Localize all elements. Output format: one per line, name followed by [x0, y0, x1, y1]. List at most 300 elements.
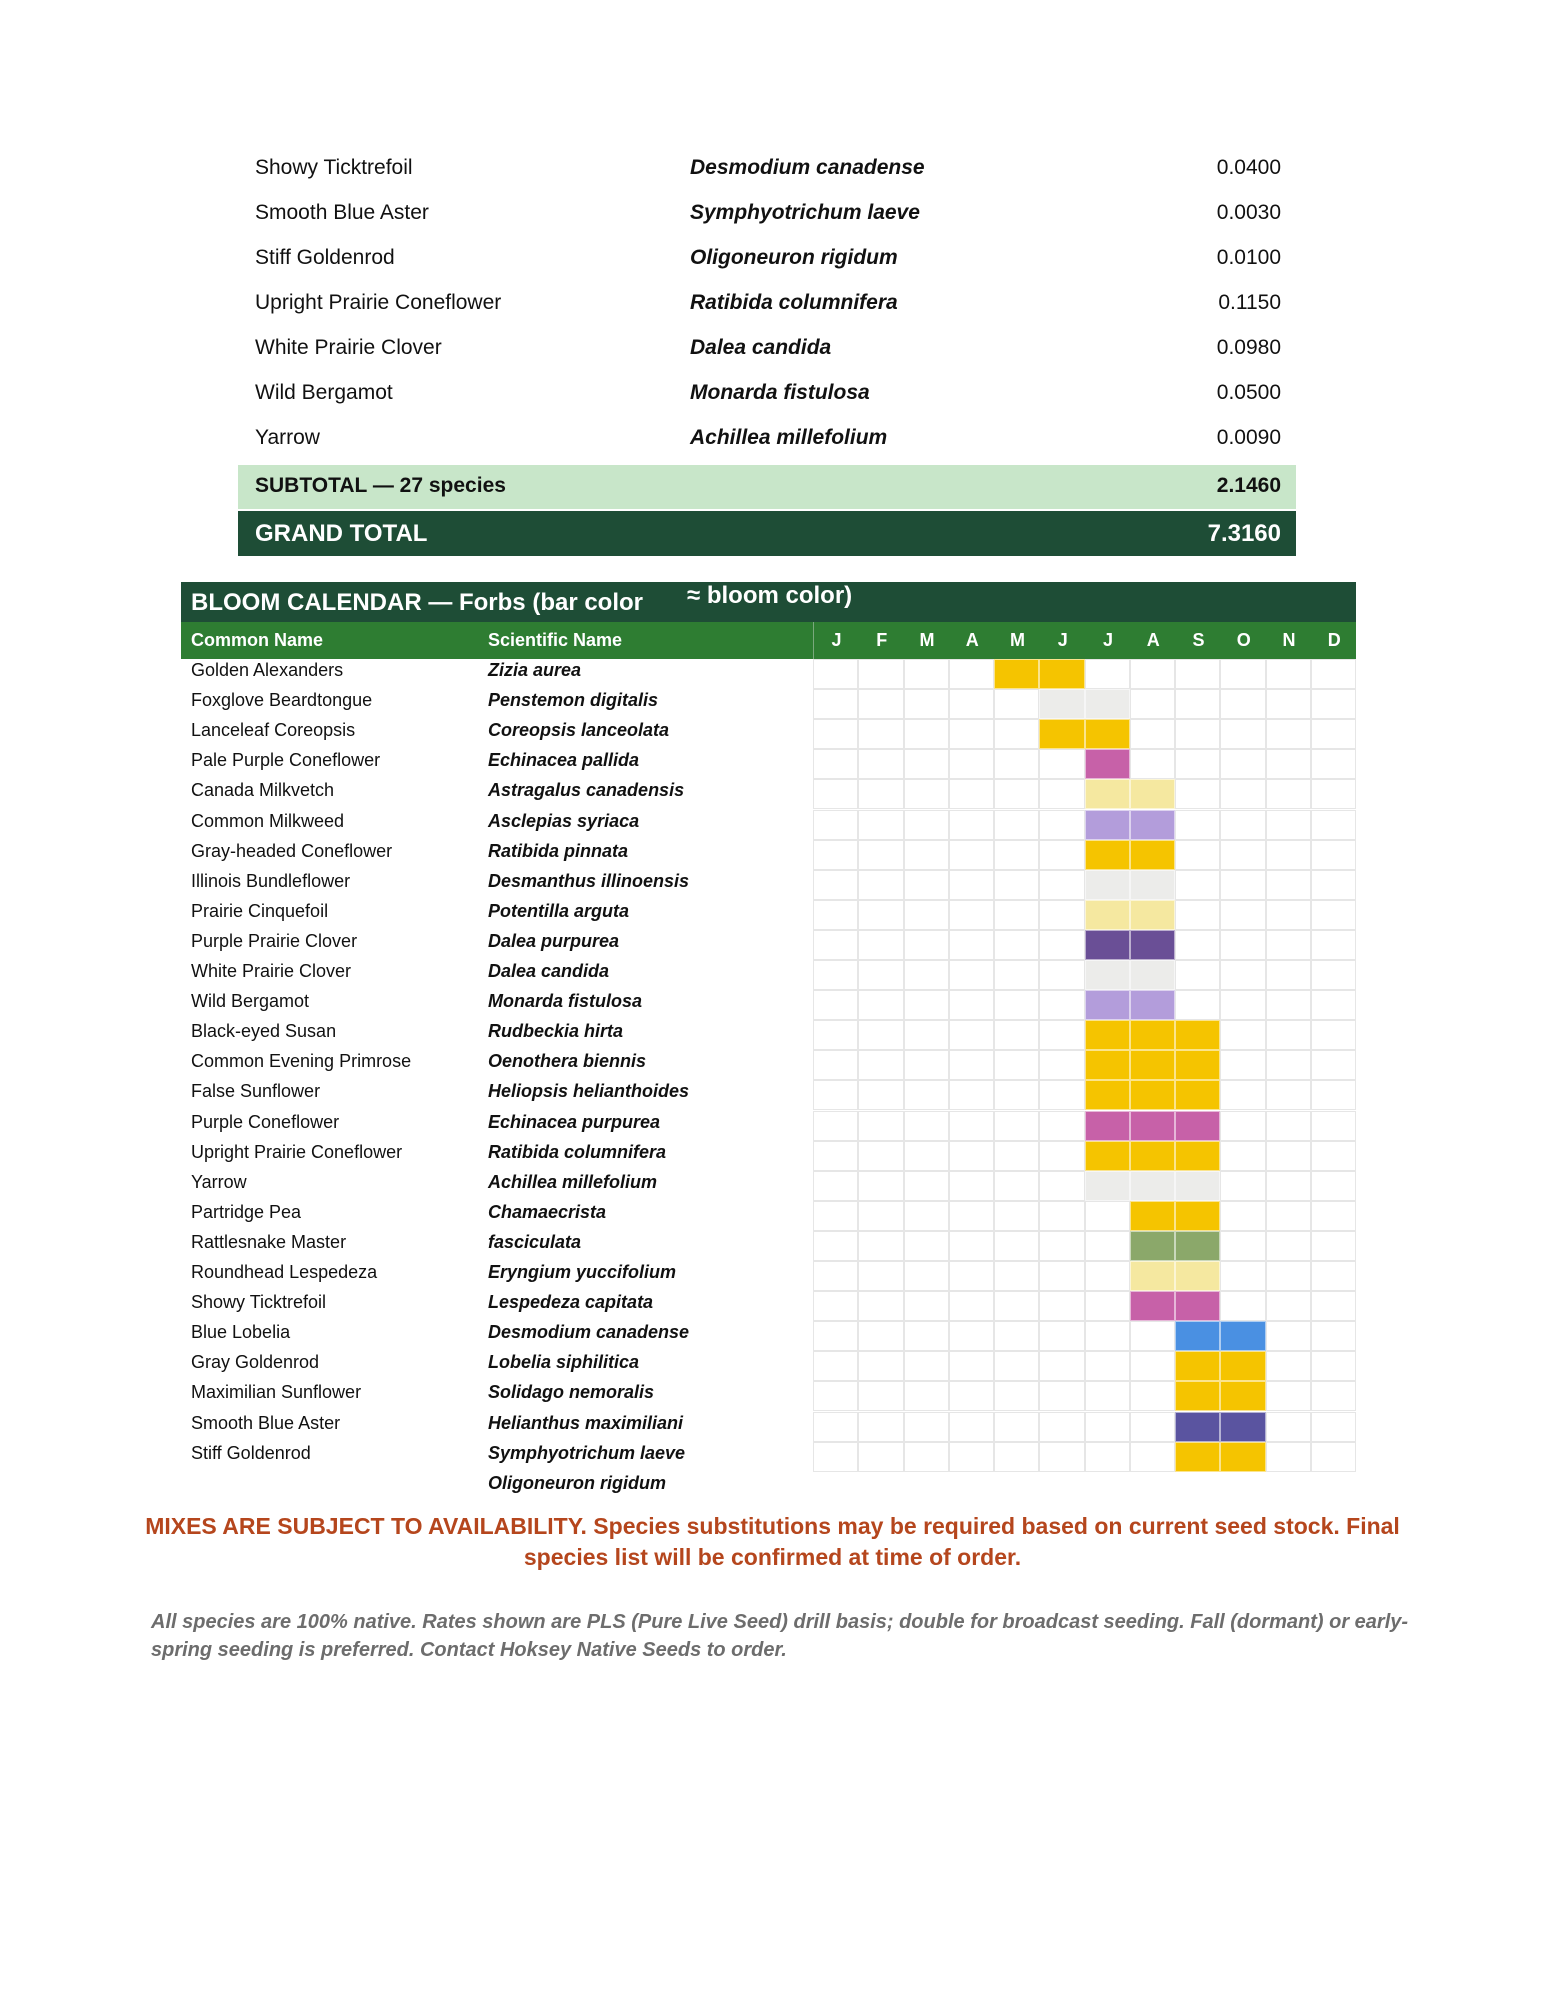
grid-cell — [904, 779, 949, 809]
grid-cell — [949, 659, 994, 689]
grid-cell — [1085, 1321, 1130, 1351]
grid-cell — [994, 900, 1039, 930]
grid-cell — [949, 1141, 994, 1171]
bloom-common-name: White Prairie Clover — [191, 961, 352, 981]
bloom-common-name: Black-eyed Susan — [191, 1021, 337, 1042]
grid-cell — [1311, 1080, 1356, 1110]
grid-cell — [994, 870, 1039, 900]
grid-cell — [904, 1171, 949, 1201]
bloom-bar-cell — [1085, 749, 1130, 779]
grid-cell — [1220, 810, 1265, 840]
month-label: F — [876, 630, 888, 650]
grid-cell — [949, 960, 994, 990]
grid-cell — [858, 1080, 903, 1110]
grid-cell — [949, 990, 994, 1020]
bloom-bar-cell — [1220, 1321, 1265, 1351]
bloom-common-name: Prairie Cinquefoil — [191, 900, 329, 921]
grid-cell — [813, 870, 858, 900]
bloom-common-name: Blue Lobelia — [191, 1322, 291, 1343]
bloom-bar-cell — [1085, 930, 1130, 960]
bloom-common-name: Common Milkweed — [191, 810, 345, 831]
rate-row — [238, 237, 1296, 282]
bloom-scientific-name: Achillea millefolium — [488, 1171, 658, 1192]
bloom-scientific-name: Oligoneuron rigidum — [488, 1472, 666, 1493]
species-rate-table — [238, 147, 1296, 462]
grid-cell — [949, 930, 994, 960]
grand-total-label: GRAND TOTAL — [255, 520, 428, 547]
bloom-bar-cell — [1175, 1351, 1220, 1381]
grid-cell — [813, 1381, 858, 1411]
grid-cell — [858, 1231, 903, 1261]
grid-cell — [949, 689, 994, 719]
grid-cell — [904, 749, 949, 779]
grid-cell — [1220, 840, 1265, 870]
grid-cell — [813, 990, 858, 1020]
grid-cell — [1311, 1442, 1356, 1472]
bloom-common-name: Canada Milkvetch — [191, 780, 335, 801]
bloom-common-name: Purple Coneflower — [191, 1111, 340, 1132]
bloom-scientific-name: Dalea candida — [488, 961, 610, 981]
month-label: J — [831, 630, 842, 650]
grid-cell — [858, 719, 903, 749]
bloom-common-name: Yarrow — [191, 1171, 247, 1192]
bloom-bar-cell — [1085, 1171, 1130, 1201]
bloom-common-name: Lanceleaf Coreopsis — [191, 720, 356, 741]
grid-cell — [1220, 749, 1265, 779]
grid-cell — [1175, 689, 1220, 719]
grid-cell — [904, 1050, 949, 1080]
scientific-name-cell: Ratibida columnifera — [690, 291, 898, 314]
bloom-common-name: Pale Purple Coneflower — [191, 750, 381, 771]
grid-cell — [1039, 749, 1084, 779]
rate-row — [238, 417, 1296, 462]
grid-cell — [1266, 1080, 1311, 1110]
bloom-common-name: Gray Goldenrod — [191, 1352, 320, 1373]
bloom-common-name: Rattlesnake Master — [191, 1231, 347, 1252]
bloom-bar-cell — [1085, 1111, 1130, 1141]
bloom-bar-cell — [1130, 1261, 1175, 1291]
grid-cell — [813, 900, 858, 930]
bloom-bar-cell — [1175, 1381, 1220, 1411]
grid-cell — [994, 1171, 1039, 1201]
grid-cell — [813, 1080, 858, 1110]
grid-cell — [994, 1231, 1039, 1261]
bloom-common-name: Illinois Bundleflower — [191, 870, 351, 891]
grid-cell — [813, 1171, 858, 1201]
bloom-bar-cell — [1085, 870, 1130, 900]
grid-cell — [904, 1351, 949, 1381]
common-name-cell: Stiff Goldenrod — [255, 246, 395, 269]
grid-cell — [1266, 810, 1311, 840]
grid-cell — [1130, 1412, 1175, 1442]
rate-cell: 0.0400 — [1216, 156, 1281, 179]
grid-cell — [1039, 1231, 1084, 1261]
grid-cell — [994, 779, 1039, 809]
grid-cell — [1266, 1111, 1311, 1141]
grid-cell — [904, 810, 949, 840]
month-label: D — [1327, 630, 1341, 650]
grid-cell — [994, 990, 1039, 1020]
bloom-scientific-name: Asclepias syriaca — [488, 810, 640, 831]
grand-total-row — [238, 511, 1296, 556]
grid-cell — [1085, 1381, 1130, 1411]
grid-cell — [1266, 659, 1311, 689]
grid-cell — [1175, 719, 1220, 749]
grid-cell — [994, 810, 1039, 840]
grid-cell — [994, 1141, 1039, 1171]
grid-cell — [949, 1050, 994, 1080]
grid-cell — [1175, 930, 1220, 960]
scientific-name-cell: Desmodium canadense — [690, 156, 925, 179]
grid-cell — [949, 719, 994, 749]
rate-cell: 0.0980 — [1216, 336, 1281, 359]
grid-cell — [858, 1351, 903, 1381]
bloom-bar-cell — [1085, 810, 1130, 840]
grid-cell — [858, 1412, 903, 1442]
month-label: A — [1146, 630, 1160, 650]
grid-cell — [1039, 900, 1084, 930]
column-header-scientific-name: Scientific Name — [488, 630, 623, 650]
grid-cell — [904, 1321, 949, 1351]
grid-cell — [1311, 1201, 1356, 1231]
grid-cell — [813, 1111, 858, 1141]
bloom-bar-cell — [1130, 990, 1175, 1020]
bloom-bar-cell — [1085, 960, 1130, 990]
month-label: M — [919, 630, 935, 650]
bloom-bar-cell — [1220, 1412, 1265, 1442]
grid-cell — [858, 900, 903, 930]
grid-cell — [949, 870, 994, 900]
bloom-bar-cell — [1130, 1111, 1175, 1141]
grid-cell — [1130, 689, 1175, 719]
grid-cell — [949, 749, 994, 779]
bloom-scientific-name: Zizia aurea — [488, 660, 582, 680]
grid-cell — [1175, 810, 1220, 840]
month-label: J — [1102, 630, 1113, 650]
grid-cell — [1311, 1291, 1356, 1321]
grid-cell — [1311, 1261, 1356, 1291]
grid-cell — [1039, 1261, 1084, 1291]
grid-cell — [1220, 1201, 1265, 1231]
grid-cell — [904, 1291, 949, 1321]
grid-cell — [949, 1261, 994, 1291]
bloom-bar-cell — [1039, 659, 1084, 689]
bloom-bar-cell — [1130, 1020, 1175, 1050]
scientific-name-cell: Dalea candida — [690, 336, 832, 359]
grid-cell — [1266, 1141, 1311, 1171]
bloom-common-name: Partridge Pea — [191, 1201, 302, 1222]
grid-cell — [949, 779, 994, 809]
grid-cell — [1311, 749, 1356, 779]
grid-cell — [949, 1291, 994, 1321]
bloom-bar-cell — [1175, 1261, 1220, 1291]
bloom-calendar-title-text: BLOOM CALENDAR — Forbs (bar color — [191, 589, 644, 616]
bloom-bar-cell — [1130, 960, 1175, 990]
bloom-bar-cell — [1175, 1080, 1220, 1110]
grid-cell — [813, 719, 858, 749]
grid-cell — [1039, 1381, 1084, 1411]
grid-cell — [858, 659, 903, 689]
grid-cell — [1311, 930, 1356, 960]
grid-cell — [1266, 1291, 1311, 1321]
rate-cell: 0.0100 — [1216, 246, 1281, 269]
grand-total-value: 7.3160 — [1207, 520, 1281, 547]
grid-cell — [949, 810, 994, 840]
common-name-cell: Smooth Blue Aster — [255, 201, 429, 224]
grid-cell — [904, 1020, 949, 1050]
grid-cell — [813, 1201, 858, 1231]
grid-cell — [1311, 779, 1356, 809]
grid-cell — [1311, 719, 1356, 749]
grid-cell — [904, 900, 949, 930]
grid-cell — [1266, 1261, 1311, 1291]
bloom-bar-cell — [1130, 810, 1175, 840]
bloom-scientific-name: Rudbeckia hirta — [488, 1021, 624, 1042]
grid-cell — [1039, 1080, 1084, 1110]
bloom-common-name: Upright Prairie Coneflower — [191, 1141, 403, 1162]
bloom-bar-cell — [1085, 900, 1130, 930]
bloom-bar-cell — [1130, 900, 1175, 930]
bloom-scientific-name: Potentilla arguta — [488, 900, 630, 921]
grid-cell — [1266, 749, 1311, 779]
grid-cell — [1039, 990, 1084, 1020]
grid-cell — [858, 779, 903, 809]
grid-cell — [1220, 659, 1265, 689]
grid-cell — [904, 1412, 949, 1442]
grid-cell — [994, 1442, 1039, 1472]
grid-cell — [1039, 1201, 1084, 1231]
grid-cell — [858, 749, 903, 779]
grid-cell — [1039, 960, 1084, 990]
grid-cell — [858, 930, 903, 960]
grid-cell — [994, 689, 1039, 719]
grid-cell — [1130, 1351, 1175, 1381]
grid-cell — [904, 659, 949, 689]
subtotal-value: 2.1460 — [1216, 474, 1281, 497]
bloom-bar-cell — [1130, 1201, 1175, 1231]
bloom-bar-cell — [1175, 1171, 1220, 1201]
bloom-scientific-name: Desmodium canadense — [488, 1322, 690, 1343]
bloom-bar-cell — [1130, 870, 1175, 900]
grid-cell — [949, 1111, 994, 1141]
grid-cell — [1039, 930, 1084, 960]
bloom-scientific-name: Solidago nemoralis — [488, 1382, 655, 1403]
bloom-calendar-title — [181, 582, 1356, 622]
grid-cell — [1220, 900, 1265, 930]
grid-cell — [949, 1020, 994, 1050]
bloom-scientific-name: Coreopsis lanceolata — [488, 720, 670, 741]
grid-cell — [1311, 1141, 1356, 1171]
grid-cell — [1266, 1050, 1311, 1080]
month-label: A — [965, 630, 979, 650]
grid-cell — [904, 990, 949, 1020]
grid-cell — [1039, 1020, 1084, 1050]
grid-cell — [813, 930, 858, 960]
grid-cell — [1039, 1321, 1084, 1351]
grid-cell — [1220, 1141, 1265, 1171]
bloom-common-name: Roundhead Lespedeza — [191, 1262, 378, 1282]
grid-cell — [813, 1020, 858, 1050]
grid-cell — [813, 1351, 858, 1381]
rate-row — [238, 327, 1296, 372]
bloom-common-name: Purple Prairie Clover — [191, 930, 358, 951]
grid-cell — [1311, 840, 1356, 870]
grid-cell — [949, 1231, 994, 1261]
rate-cell: 0.0500 — [1216, 381, 1281, 404]
grid-cell — [1039, 1141, 1084, 1171]
bloom-scientific-name: Desmanthus illinoensis — [488, 870, 690, 891]
grid-cell — [1130, 1321, 1175, 1351]
grid-cell — [813, 1412, 858, 1442]
bloom-bar-cell — [1130, 779, 1175, 809]
grid-cell — [1266, 689, 1311, 719]
grid-cell — [858, 689, 903, 719]
grid-cell — [1311, 870, 1356, 900]
grid-cell — [858, 870, 903, 900]
grid-cell — [1311, 990, 1356, 1020]
rate-row — [238, 282, 1296, 327]
bloom-scientific-name: Astragalus canadensis — [488, 780, 685, 801]
grid-cell — [949, 1412, 994, 1442]
grid-cell — [1311, 1412, 1356, 1442]
grid-cell — [949, 840, 994, 870]
bloom-bar-cell — [1085, 840, 1130, 870]
grid-cell — [1311, 1321, 1356, 1351]
grid-cell — [904, 840, 949, 870]
grid-cell — [949, 1201, 994, 1231]
bloom-bar-cell — [1039, 719, 1084, 749]
bloom-common-name: Gray-headed Coneflower — [191, 840, 393, 861]
bloom-calendar-grid — [813, 659, 1356, 1472]
grid-cell — [1085, 1261, 1130, 1291]
grid-cell — [1311, 1111, 1356, 1141]
month-label: J — [1057, 630, 1068, 650]
bloom-bar-cell — [1175, 1201, 1220, 1231]
bloom-scientific-name: Lespedeza capitata — [488, 1292, 654, 1313]
grid-cell — [1311, 1231, 1356, 1261]
bloom-bar-cell — [994, 659, 1039, 689]
grid-cell — [1266, 840, 1311, 870]
grid-cell — [858, 1050, 903, 1080]
grid-cell — [994, 1291, 1039, 1321]
grid-cell — [1175, 779, 1220, 809]
bloom-scientific-name: Echinacea pallida — [488, 750, 640, 771]
bloom-calendar-title-suffix: ≈ bloom color) — [687, 582, 853, 609]
bloom-scientific-name: Ratibida columnifera — [488, 1141, 667, 1162]
bloom-bar-cell — [1130, 1231, 1175, 1261]
grid-cell — [994, 1020, 1039, 1050]
bloom-scientific-name: Heliopsis helianthoides — [488, 1081, 690, 1102]
grid-cell — [813, 1442, 858, 1472]
bloom-common-name: Golden Alexanders — [191, 660, 344, 680]
grid-cell — [1175, 840, 1220, 870]
grid-cell — [904, 1141, 949, 1171]
grid-cell — [1266, 870, 1311, 900]
grid-cell — [1220, 1231, 1265, 1261]
bloom-bar-cell — [1085, 779, 1130, 809]
bloom-scientific-name: Dalea purpurea — [488, 930, 620, 951]
bloom-bar-cell — [1085, 1141, 1130, 1171]
availability-note: MIXES ARE SUBJECT TO AVAILABILITY. Species substitutions may be required based on current seed stock. Final species list will be confirmed at time of order. — [145, 1513, 1400, 1570]
grid-cell — [994, 749, 1039, 779]
subtotal-label: SUBTOTAL — 27 species — [255, 474, 506, 497]
grid-cell — [994, 840, 1039, 870]
grid-cell — [949, 1442, 994, 1472]
grid-cell — [949, 1080, 994, 1110]
bloom-bar-cell — [1175, 1291, 1220, 1321]
footnote: All species are 100% native. Rates shown are PLS (Pure Live Seed) drill basis; double for broadcast seeding. Fall (dormant) or early-spring seeding is preferred. Contact Hoksey Native Seeds to order. — [151, 1611, 1409, 1661]
grid-cell — [1130, 659, 1175, 689]
grid-cell — [1085, 659, 1130, 689]
grid-cell — [1266, 900, 1311, 930]
grid-cell — [1085, 1351, 1130, 1381]
grid-cell — [904, 1381, 949, 1411]
grid-cell — [1220, 1080, 1265, 1110]
bloom-bar-cell — [1085, 719, 1130, 749]
rate-row — [238, 147, 1296, 192]
grid-cell — [1085, 1231, 1130, 1261]
grid-cell — [813, 960, 858, 990]
bloom-bar-cell — [1130, 1050, 1175, 1080]
month-label: S — [1192, 630, 1205, 650]
grid-cell — [1085, 1412, 1130, 1442]
bloom-bar-cell — [1220, 1381, 1265, 1411]
common-name-cell: White Prairie Clover — [255, 336, 442, 359]
grid-cell — [1311, 1050, 1356, 1080]
bloom-scientific-name: Penstemon digitalis — [488, 690, 659, 711]
bloom-bar-cell — [1085, 1080, 1130, 1110]
grid-cell — [904, 689, 949, 719]
bloom-bar-cell — [1085, 990, 1130, 1020]
grid-cell — [1085, 1442, 1130, 1472]
grid-cell — [1039, 870, 1084, 900]
scientific-name-cell: Symphyotrichum laeve — [690, 201, 920, 224]
bloom-common-name: Common Evening Primrose — [191, 1051, 412, 1072]
grid-cell — [1175, 960, 1220, 990]
grid-cell — [1220, 1050, 1265, 1080]
grid-cell — [1266, 960, 1311, 990]
bloom-scientific-name: Monarda fistulosa — [488, 991, 643, 1012]
grid-cell — [858, 810, 903, 840]
grid-cell — [1311, 900, 1356, 930]
grid-cell — [1130, 719, 1175, 749]
grid-cell — [994, 1201, 1039, 1231]
grid-cell — [1266, 1442, 1311, 1472]
grid-cell — [1220, 960, 1265, 990]
grid-cell — [1266, 1020, 1311, 1050]
grid-cell — [1220, 990, 1265, 1020]
grid-cell — [813, 810, 858, 840]
grid-cell — [1311, 659, 1356, 689]
scientific-name-cell: Achillea millefolium — [690, 426, 888, 449]
month-label: O — [1236, 630, 1251, 650]
grid-cell — [994, 1050, 1039, 1080]
bloom-scientific-name: fasciculata — [488, 1231, 582, 1252]
bloom-bar-cell — [1130, 1291, 1175, 1321]
grid-cell — [1039, 840, 1084, 870]
bloom-bar-cell — [1085, 1050, 1130, 1080]
bloom-common-name: Foxglove Beardtongue — [191, 690, 373, 711]
bloom-bar-cell — [1175, 1412, 1220, 1442]
common-name-cell: Wild Bergamot — [255, 381, 393, 404]
bloom-scientific-name: Ratibida pinnata — [488, 840, 629, 861]
grid-cell — [1311, 1171, 1356, 1201]
grid-cell — [904, 719, 949, 749]
grid-cell — [858, 990, 903, 1020]
bloom-scientific-name: Oenothera biennis — [488, 1051, 647, 1072]
grid-cell — [994, 1321, 1039, 1351]
bloom-bar-cell — [1175, 1050, 1220, 1080]
